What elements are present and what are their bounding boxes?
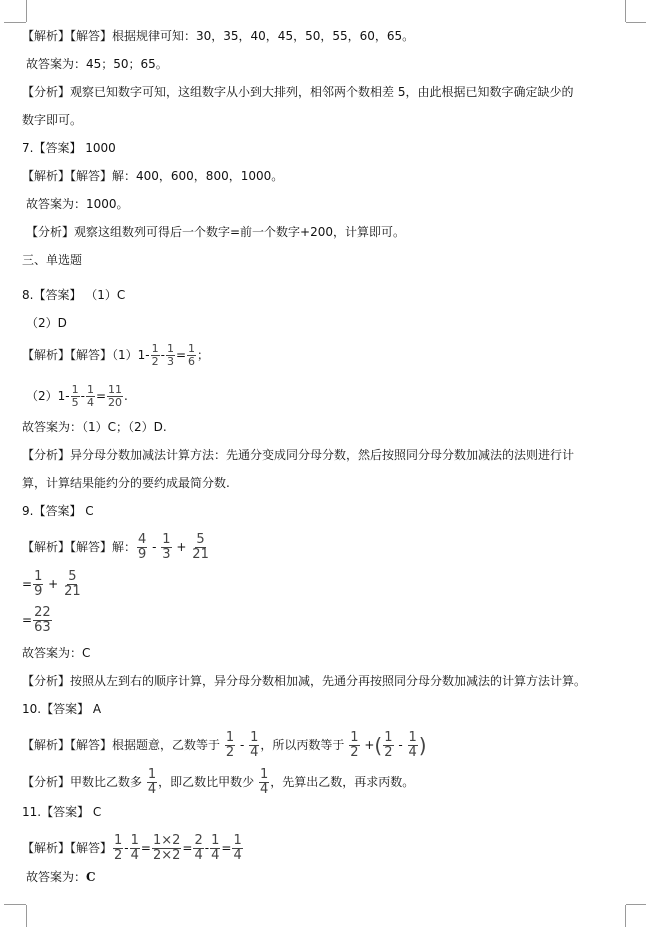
q10-an-prefix: 【分析】甲数比乙数多 xyxy=(22,775,143,789)
fraction: $\frac{1}{3}$ xyxy=(162,532,171,562)
fraction: $\frac{11}{20}$ xyxy=(108,383,123,409)
fraction: $\frac{1}{2}$ xyxy=(350,730,359,760)
q9-final: 故答案为：C xyxy=(22,646,91,660)
q11-sol-prefix: 【解析】【解答】 xyxy=(22,841,113,855)
fraction: $\frac{1}{4}$ xyxy=(250,730,259,760)
q11-final-prefix: 故答案为： xyxy=(26,870,87,884)
fraction: $\frac{22}{63}$ xyxy=(34,605,51,635)
q8-answer-2: （2）D xyxy=(26,316,67,330)
fraction: $\frac{1}{4}$ xyxy=(86,383,94,409)
fraction: $\frac{1}{4}$ xyxy=(408,730,417,760)
fraction: $\frac{1}{6}$ xyxy=(188,342,196,368)
q8-analysis-a: 【分析】异分母分数加减法计算方法：先通分变成同分母分数，然后按照同分母分数加减法的法则进行计 xyxy=(22,448,575,462)
q8-solution-2: （2）1- $\frac{1}{5}$ - $\frac{1}{4}$ = $\frac{11}{20}$ . xyxy=(26,383,128,409)
q8-sol1-prefix: 【解析】【解答】（1）1- xyxy=(22,348,150,362)
q9-step-3: = $\frac{22}{63}$ xyxy=(22,605,51,635)
fraction: $\frac{5}{21}$ xyxy=(192,532,209,562)
fraction: $\frac{1}{4}$ xyxy=(211,833,220,863)
q10-sol-prefix: 【解析】【解答】根据题意，乙数等于 xyxy=(22,738,221,752)
q9-solution: 【解析】【解答】解： $\frac{4}{9}$ - $\frac{1}{3}$ + $\frac{5}{21}$ xyxy=(22,532,209,562)
q10-sol-mid: ，所以丙数等于 xyxy=(260,738,345,752)
q9-answer: 9.【答案】 C xyxy=(22,504,94,518)
q8-answer: 8.【答案】 （1）C xyxy=(22,288,126,302)
q10-solution: 【解析】【解答】根据题意，乙数等于 $\frac{1}{2}$ - $\frac{1}{4}$ ，所以丙数等于 $\frac{1}{2}$ +( $\frac{1}{2}$ - $\frac{1}{4}$ ) xyxy=(22,730,427,760)
analysis-note-6a: 【分析】观察已知数字可知，这组数字从小到大排列，相邻两个数相差 5，由此根据已知数字确定缺少的 xyxy=(22,85,574,99)
crop-mark-bottom-left-h xyxy=(4,904,26,905)
q9-step-2: = $\frac{1}{9}$ + $\frac{5}{21}$ xyxy=(22,569,81,599)
analysis-line-6: 【解析】【解答】根据规律可知：30，35，40，45，50，55，60，65。 xyxy=(22,29,415,43)
answer-line-6: 故答案为：45；50；65。 xyxy=(26,57,168,71)
fraction: $\frac{2}{4}$ xyxy=(194,833,203,863)
q9-sol-prefix: 【解析】【解答】解： xyxy=(22,540,137,554)
q10-an-mid: ，即乙数比甲数少 xyxy=(158,775,255,789)
q11-final-value: C xyxy=(86,870,96,884)
q8-solution-1: 【解析】【解答】（1）1- $\frac{1}{2}$ - $\frac{1}{3}$ = $\frac{1}{6}$ ； xyxy=(22,342,210,368)
fraction: $\frac{1}{2}$ xyxy=(151,342,159,368)
q8-analysis-b: 算，计算结果能约分的要约成最简分数. xyxy=(22,476,230,490)
crop-mark-bottom-right-h xyxy=(626,904,646,905)
fraction: $\frac{1}{2}$ xyxy=(225,730,235,760)
q7-solution: 【解析】【解答】解：400，600，800，1000。 xyxy=(22,169,284,183)
q10-an-end: ，先算出乙数，再求丙数。 xyxy=(270,775,415,789)
q11-final xyxy=(26,868,96,886)
fraction: $\frac{1}{5}$ xyxy=(71,383,79,409)
q11-answer: 11.【答案】 C xyxy=(22,805,102,819)
section-heading: 三、单选题 xyxy=(22,253,83,267)
crop-mark-top-left-h xyxy=(4,22,26,23)
q7-answer: 7.【答案】 1000 xyxy=(22,141,116,155)
q7-analysis: 【分析】观察这组数列可得后一个数字=前一个数字+200，计算即可。 xyxy=(26,225,406,239)
crop-mark-bottom-right xyxy=(625,905,646,927)
fraction: $\frac{1}{4}$ xyxy=(130,833,139,863)
fraction: $\frac{4}{9}$ xyxy=(138,532,147,562)
analysis-note-6b: 数字即可。 xyxy=(22,113,83,127)
fraction: $\frac{1\times 2}{2\times 2}$ xyxy=(152,833,181,863)
crop-mark-top-right xyxy=(625,0,646,22)
fraction: $\frac{1}{4}$ xyxy=(233,833,242,863)
fraction: $\frac{1}{9}$ xyxy=(34,569,43,599)
fraction: $\frac{5}{21}$ xyxy=(64,569,81,599)
q11-solution: 【解析】【解答】 $\frac{1}{2}$ - $\frac{1}{4}$ = $\frac{1\times 2}{2\times 2}$ = $\frac{2}{4}$ - $\frac{1}{4}$ = $\frac{1}{4}$ xyxy=(22,833,242,863)
q10-answer: 10.【答案】 A xyxy=(22,702,102,716)
q8-sol2-prefix: （2）1- xyxy=(26,389,70,403)
crop-mark-top-right-h xyxy=(626,22,646,23)
crop-mark-bottom-left xyxy=(4,905,27,927)
crop-mark-top-left xyxy=(4,0,27,22)
q8-final: 故答案为：（1）C；（2）D. xyxy=(22,420,167,434)
fraction: $\frac{1}{3}$ xyxy=(166,342,174,368)
q10-analysis xyxy=(22,768,414,797)
fraction: $\frac{1}{2}$ xyxy=(114,833,123,863)
q9-analysis: 【分析】按照从左到右的顺序计算，异分母分数相加减，先通分再按照同分母分数加减法的计算方法计算。 xyxy=(22,674,587,688)
fraction: $\frac{1}{2}$ xyxy=(384,730,393,760)
fraction: $\frac{1}{4}$ xyxy=(259,767,269,797)
q7-final: 故答案为：1000。 xyxy=(26,197,129,211)
fraction: $\frac{1}{4}$ xyxy=(147,767,157,797)
